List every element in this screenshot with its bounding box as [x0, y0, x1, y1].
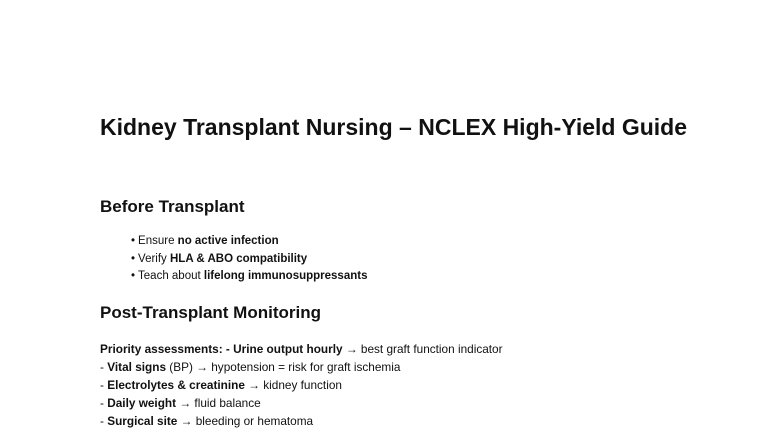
bullet-icon: • [131, 270, 136, 282]
list-item: • Teach about lifelong immunosuppressants [131, 270, 368, 282]
post-transplant-list [100, 340, 503, 430]
monitoring-line: - Daily weight → fluid balance [100, 396, 261, 410]
monitoring-line: - Surgical site → bleeding or hematoma [100, 414, 314, 428]
monitoring-line: - Electrolytes & creatinine → kidney function [100, 378, 342, 392]
monitoring-line: - Vital signs (BP) → hypotension = risk for graft ischemia [100, 360, 401, 374]
bullet-icon: • [131, 235, 136, 247]
monitoring-line: Priority assessments: - Urine output hourly → best graft function indicator [100, 342, 503, 356]
section-heading-before-transplant: Before Transplant [100, 197, 245, 216]
page-title: Kidney Transplant Nursing – NCLEX High-Yield Guide [100, 114, 687, 140]
list-item: • Verify HLA & ABO compatibility [131, 252, 308, 265]
before-transplant-list [131, 233, 367, 286]
list-item: • Ensure no active infection [131, 235, 279, 247]
section-heading-post-transplant: Post-Transplant Monitoring [100, 303, 321, 322]
bullet-icon: • [131, 252, 136, 265]
